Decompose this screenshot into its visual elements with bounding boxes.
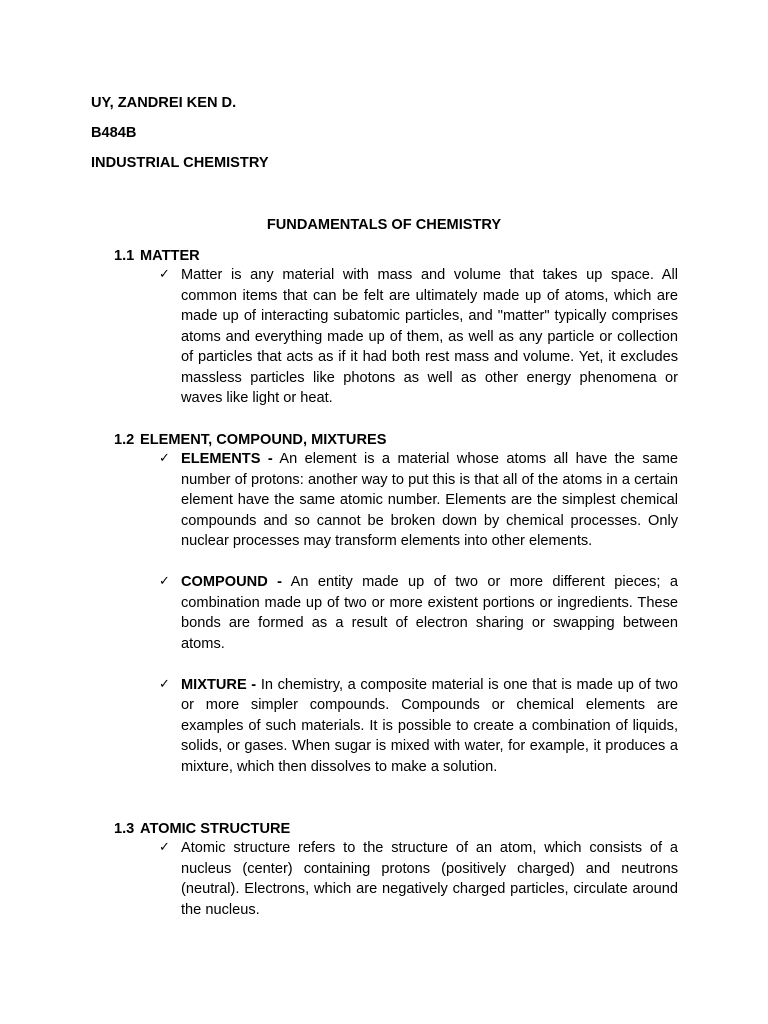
- section-title: MATTER: [140, 248, 200, 264]
- term-elements: ELEMENTS -: [181, 451, 273, 467]
- term-compound: COMPOUND -: [181, 574, 283, 590]
- section-element-compound-mixtures: [114, 431, 678, 777]
- section-heading: [114, 820, 678, 838]
- document-title: FUNDAMENTALS OF CHEMISTRY: [266, 217, 502, 233]
- term-mixture: MIXTURE -: [181, 676, 257, 693]
- section-heading: [114, 247, 678, 265]
- section-number: 1.2: [114, 432, 135, 448]
- student-name: UY, ZANDREI KEN D.: [91, 95, 237, 111]
- checkmark-icon: ✓: [159, 676, 170, 692]
- list-item-text: [181, 675, 678, 778]
- section-heading: [114, 431, 678, 449]
- list-item: [114, 838, 678, 920]
- list-item: [114, 675, 678, 778]
- course-name: INDUSTRIAL CHEMISTRY: [91, 155, 269, 171]
- checkmark-icon: ✓: [159, 451, 170, 466]
- list-item: [114, 572, 678, 654]
- section-matter: [114, 247, 678, 409]
- section-code: B484B: [91, 125, 137, 141]
- list-item-text: Matter is any material with mass and volume that takes up space. All common items that can be felt are ultimately made up of atoms, which are made up of interacting subatomic particles, and "matter" typically comprises atoms and everything made up of them, as well as any particle or collection of particles that acts as if it had both rest mass and volume. Yet, it excludes massless particles like photons as well as other energy phenomena or waves like light or heat.: [181, 267, 678, 406]
- list-item-text: [181, 572, 678, 654]
- list-item: [114, 265, 678, 409]
- section-number: 1.3: [114, 821, 135, 837]
- section-title: ELEMENT, COMPOUND, MIXTURES: [140, 432, 387, 448]
- section-number: 1.1: [114, 248, 135, 264]
- definition-compound: An entity made up of two or more different pieces; a combination made up of two or more existent portions or ingredients. These bonds are formed as a result of electron sharing or swapping between atoms.: [181, 574, 678, 652]
- checkmark-icon: ✓: [159, 574, 170, 589]
- section-title: ATOMIC STRUCTURE: [140, 821, 291, 837]
- list-item-text: Atomic structure refers to the structure of an atom, which consists of a nucleus (center) containing protons (positively charged) and neutrons (neutral). Electrons, which are negatively charged particles, circulate around the nucleus.: [181, 840, 678, 918]
- definition-mixture: In chemistry, a composite material is one that is made up of two or more simpler compounds. Compounds or chemical elements are examples of such materials. It is possible to create a combination of liquids, solids, or gases. When sugar is mixed with water, for example, it produces a mixture, which then dissolves to make a solution.: [181, 676, 678, 775]
- section-atomic-structure: [114, 820, 678, 920]
- definition-elements: An element is a material whose atoms all have the same number of protons: another way to put this is that all of the atoms in a certain element have the same atomic number. Elements are the simplest chemical compounds and so cannot be broken down by chemical processes. Only nuclear processes may transform elements into other elements.: [181, 451, 679, 549]
- list-item-text: [181, 449, 678, 552]
- checkmark-icon: ✓: [159, 267, 170, 282]
- list-item: [114, 449, 678, 552]
- checkmark-icon: ✓: [159, 840, 170, 855]
